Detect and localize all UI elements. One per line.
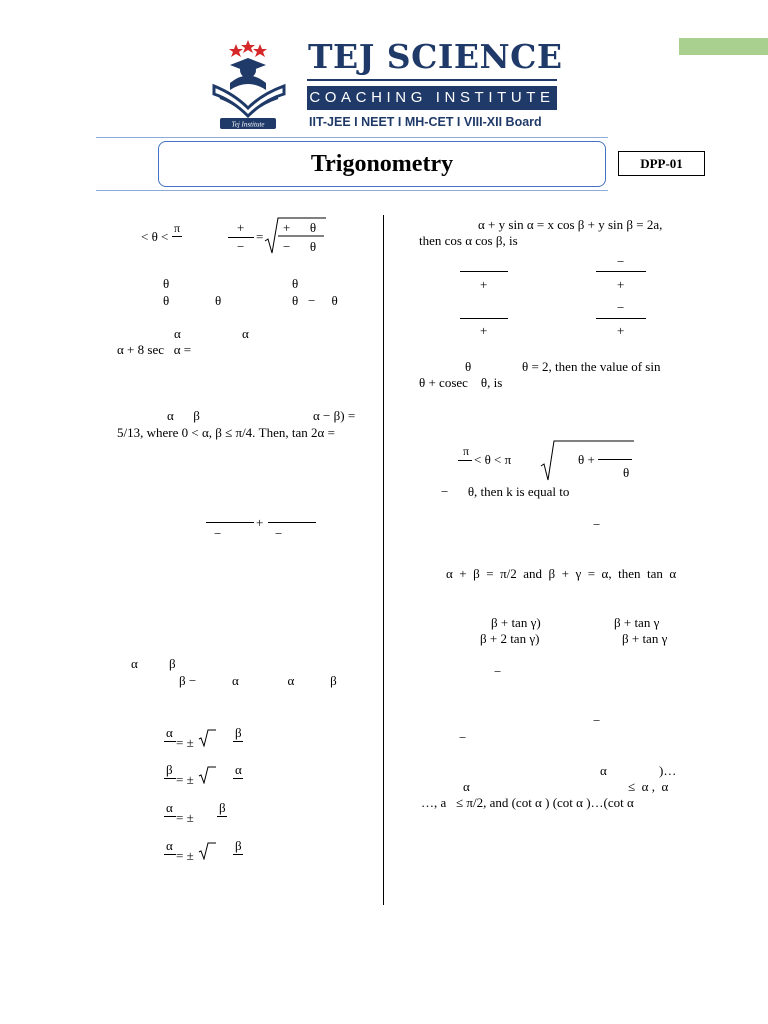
q5-fraction-line-1: [206, 522, 254, 523]
q8-text-a1: θ: [465, 359, 472, 374]
option-c-rhs-line: [217, 816, 227, 817]
q5-plus: +: [256, 515, 264, 530]
q4-text-a2: α − β) =: [313, 408, 356, 423]
q7-opt-d-num: −: [617, 300, 625, 315]
q10-opt-minus: −: [494, 664, 502, 679]
q1-radical-den: − θ: [283, 239, 317, 254]
q3-text-a2: α: [242, 326, 249, 341]
column-divider: [383, 215, 384, 905]
option-d-num: α: [166, 838, 173, 853]
q9-option-minus: −: [593, 517, 601, 532]
option-c-rel: = ±: [176, 810, 194, 825]
q3-text-b: α + 8 sec α =: [117, 342, 192, 357]
q7-opt-b-line: [596, 271, 646, 272]
q1-equals: =: [256, 229, 264, 244]
q12-text-a1: α: [600, 763, 607, 778]
logo-caption: Tej Institute: [231, 120, 265, 129]
q1-frac-den: −: [237, 239, 245, 254]
option-d-fraction-line: [164, 854, 176, 855]
brand-subtitle: COACHING INSTITUTE: [307, 86, 557, 110]
option-c-fraction-line: [164, 816, 176, 817]
institute-logo: [208, 38, 302, 130]
q9-radical-frac-line: [598, 459, 632, 460]
q8-text-b: θ + cosec θ, is: [419, 375, 503, 390]
q2-text-b3: θ − θ: [292, 293, 338, 308]
q12-text-b2: ≤ α , α: [628, 779, 669, 794]
q7-opt-d-line: [596, 318, 646, 319]
q4-text-a1: α β: [167, 408, 200, 423]
q9-radical-text: θ +: [578, 452, 595, 467]
option-d-rel: = ±: [176, 848, 194, 863]
q11-minus-b: −: [459, 730, 467, 745]
q7-text-b: then cos α cos β, is: [419, 233, 518, 248]
q10-opt-d: β + tan γ: [622, 631, 668, 646]
q1-radical-num: + θ: [283, 220, 317, 235]
q2-text-b2: θ: [215, 293, 222, 308]
q4-text-b: 5/13, where 0 < α, β ≤ π/4. Then, tan 2α =: [117, 425, 335, 440]
q7-opt-c-den: +: [480, 323, 488, 338]
option-b-radical-sign: [198, 766, 216, 784]
q11-minus-a: −: [593, 713, 601, 728]
q10-opt-a: β + tan γ): [491, 615, 541, 630]
q5-den-2: −: [275, 526, 283, 541]
option-d-rhs: β: [235, 838, 242, 853]
option-d-rhs-line: [233, 854, 243, 855]
q10-opt-c: β + 2 tan γ): [480, 631, 540, 646]
q9-pi-line: [458, 460, 472, 461]
q1-range: < θ <: [141, 229, 169, 244]
q12-text-b1: α: [463, 779, 470, 794]
q7-opt-b-den: +: [617, 277, 625, 292]
option-d-radical-sign: [198, 842, 216, 860]
option-b-num: β: [166, 762, 173, 777]
option-a-rhs-line: [233, 741, 243, 742]
q2-text-a1: θ: [163, 276, 170, 291]
q8-text-a2: θ = 2, then the value of sin: [522, 359, 661, 374]
q7-opt-d-den: +: [617, 323, 625, 338]
q5-den-1: −: [214, 526, 222, 541]
option-a-radical-sign: [198, 729, 216, 747]
page-title: Trigonometry: [158, 141, 606, 187]
option-b-fraction-line: [164, 778, 176, 779]
header-bottom-rule: [96, 190, 608, 191]
q5-fraction-line-2: [268, 522, 316, 523]
q9-text-b: − θ, then k is equal to: [441, 484, 570, 499]
q7-opt-a-den: +: [480, 277, 488, 292]
option-a-num: α: [166, 725, 173, 740]
q10-text-a: α + β = π/2 and β + γ = α, then tan α: [446, 566, 677, 581]
option-b-rel: = ±: [176, 772, 194, 787]
q2-text-a2: θ: [292, 276, 299, 291]
q12-text-a2: )…: [659, 763, 677, 778]
option-c-rhs: β: [219, 800, 226, 815]
q9-radical-den: θ: [623, 465, 630, 480]
q1-pi: π: [174, 221, 181, 235]
corner-accent-bar: [679, 38, 768, 55]
q6-text-a1: α: [131, 656, 138, 671]
q7-opt-b-num: −: [617, 254, 625, 269]
option-a-rel: = ±: [176, 735, 194, 750]
q10-opt-b: β + tan γ: [614, 615, 660, 630]
q1-pi-fraction-line: [172, 236, 182, 237]
brand-title: TEJ SCIENCE: [308, 37, 563, 76]
q1-fraction-line: [228, 237, 254, 238]
q7-opt-c-line: [460, 318, 508, 319]
option-a-rhs: β: [235, 725, 242, 740]
option-c-num: α: [166, 800, 173, 815]
option-b-rhs: α: [235, 762, 242, 777]
q9-range: < θ < π: [474, 452, 512, 467]
q9-pi: π: [463, 444, 470, 458]
q2-text-b1: θ: [163, 293, 170, 308]
option-a-fraction-line: [164, 741, 176, 742]
exams-line: IIT-JEE I NEET I MH-CET I VIII-XII Board: [309, 115, 542, 129]
option-b-rhs-line: [233, 778, 243, 779]
q6-text-a2: β: [169, 656, 176, 671]
header-top-rule: [96, 137, 608, 138]
dpp-label: DPP-01: [618, 151, 705, 176]
q6-text-b: β − α α β: [179, 673, 337, 688]
q1-frac-num: +: [237, 220, 245, 235]
q7-text-a: α + y sin α = x cos β + y sin β = 2a,: [478, 217, 663, 232]
q3-text-a1: α: [174, 326, 181, 341]
q7-opt-a-line: [460, 271, 508, 272]
brand-rule: [307, 79, 557, 81]
q12-text-c: …, a ≤ π/2, and (cot α ) (cot α )…(cot α: [421, 795, 634, 810]
